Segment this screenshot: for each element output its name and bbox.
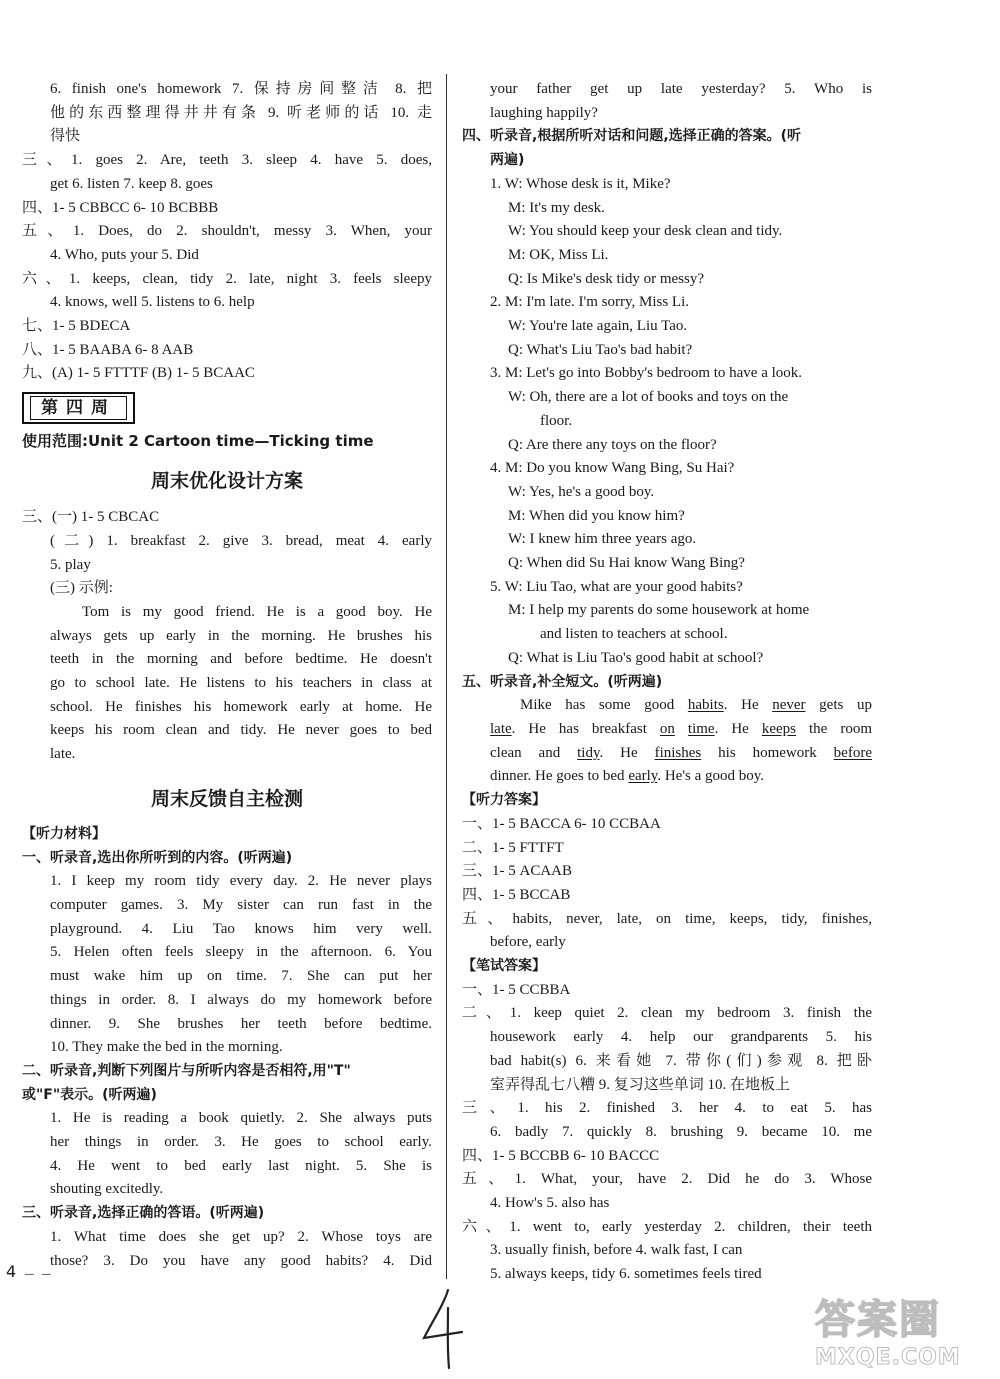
page-number [6,1262,53,1281]
text-line: 1. What time does she get up? 2. Whose toys are [50,1228,432,1245]
answer-line: 六、1. went to, early yesterday 2. children, their teeth [462,1218,872,1235]
text-line: 5. Helen often feels sleepy in the afternoon. 6. You [50,944,432,961]
blank-answer: on [659,720,675,737]
dialog-line: 2. M: I'm late. I'm sorry, Miss Li. [490,294,689,311]
text-line: things in order. 8. I always do my homework before [50,991,432,1008]
answer-line: 四、1- 5 BCCBB 6- 10 BACCC [462,1147,660,1164]
blank-answer: before [833,744,872,761]
text-line: 八、1- 5 BAABA 6- 8 AAB [22,341,194,358]
watermark-logo [815,1288,995,1372]
answer-line: 一、1- 5 BACCA 6- 10 CCBAA [462,815,661,832]
answer-line: 室弄得乱七八糟 9. 复习这些单词 10. 在地板上 [490,1076,791,1093]
week-badge-label: 第四周 [30,396,127,420]
dialog-line: Q: Is Mike's desk tidy or messy? [508,270,705,287]
passage-line [490,742,872,766]
week-badge [22,390,432,426]
text-line: those? 3. Do you have any good habits? 4. Did [50,1252,432,1269]
text-line: laughing happily? [490,104,598,121]
passage-text: Mike has some good [520,697,688,714]
blank-answer: early [628,768,658,785]
essay-line: teeth in the morning and before bedtime. He doesn't [50,651,432,668]
text-line: 九、(A) 1- 5 FTTTF (B) 1- 5 BCAAC [22,365,255,382]
question-title: 一、听录音,选出你所听到的内容。(听两遍) [22,849,293,866]
section-title: 周末优化设计方案 [150,470,303,493]
text-line: 五、1. Does, do 2. shouldn't, messy 3. When, your [22,223,432,240]
passage-text: the room [796,720,872,737]
text-line: must wake him up on time. 7. She can put her [50,968,432,985]
text-line: (二) 1. breakfast 2. give 3. bread, meat 4. early [50,532,432,549]
answer-line: 3. usually finish, before 4. walk fast, I can [490,1242,743,1259]
text-line: 6. finish one's homework 7. 保持房间整洁 8. 把 [50,81,432,97]
text-line: 5. play [50,556,91,573]
question-title: 两遍) [490,152,525,169]
dialog-line: 5. W: Liu Tao, what are your good habits? [490,578,743,595]
right-column [462,78,872,1287]
answer-line: 三、1. his 2. finished 3. her 4. to eat 5. has [462,1100,872,1117]
written-answers-header: 【笔试答案】 [462,958,546,975]
dialog-line: W: You're late again, Liu Tao. [508,318,688,335]
blank-answer: tidy [577,744,600,761]
dialog-line: W: Yes, he's a good boy. [508,483,655,500]
answer-line: 五、1. What, your, have 2. Did he do 3. Whose [462,1171,872,1188]
text-line: playground. 4. Liu Tao knows him very well. [50,920,432,937]
text-line: dinner. 9. She brushes her teeth before bedtime. [50,1015,432,1032]
text-line: 他的东西整理得井井有条 9. 听老师的话 10. 走 [50,104,432,121]
text-line: shouting excitedly. [50,1181,164,1198]
essay-line: always gets up early in the morning. He brushes his [50,627,432,644]
question-title: 三、听录音,选择正确的答语。(听两遍) [22,1205,265,1222]
answer-line: bad habit(s) 6. 来看她 7. 带你(们)参观 8. 把卧 [490,1052,872,1069]
passage-text: . He [723,697,773,714]
answer-line: 一、1- 5 CCBBA [462,981,571,998]
page-number-text: 4 [6,1262,17,1281]
text-line: get 6. listen 7. keep 8. goes [50,175,213,192]
passage-text: . He has breakfast [511,720,660,737]
text-line: 1. I keep my room tidy every day. 2. He never plays [50,873,432,890]
passage-line [490,718,872,742]
question-title: 四、听录音,根据所听对话和问题,选择正确的答案。(听 [462,128,802,145]
text-line: 三、(一) 1- 5 CBCAC [22,509,160,526]
essay-line: keeps his room clean and tidy. He never goes to bed [50,722,432,739]
dialog-line: floor. [540,412,573,429]
passage-text: clean and [490,744,578,761]
dialog-line: W: Oh, there are a lot of books and toys on the [508,389,789,406]
listening-header: 【听力材料】 [22,825,106,842]
text-line: 六、1. keeps, clean, tidy 2. late, night 3. feels sleepy [22,270,432,287]
dialog-line: 1. W: Whose desk is it, Mike? [490,175,671,192]
blank-answer: keeps [761,720,796,737]
essay-line: late. [50,746,76,763]
passage-text: . He [599,744,655,761]
left-column [22,78,432,1273]
answer-line: 4. How's 5. also has [490,1195,610,1212]
listening-answers-header: 【听力答案】 [462,792,546,809]
text-line: (三) 示例: [50,580,113,597]
question-title: 五、听录音,补全短文。(听两遍) [462,673,663,690]
dialog-line: M: OK, Miss Li. [508,246,609,263]
essay-line: Tom is my good friend. He is a good boy. He [82,603,432,620]
dialog-line: W: You should keep your desk clean and tidy. [508,223,783,240]
question-title: 二、听录音,判断下列图片与所听内容是否相符,用"T" [22,1062,351,1079]
watermark-top: 答案圈 [815,1297,941,1343]
answer-line: 6. badly 7. quickly 8. brushing 9. became 10. me [490,1123,872,1140]
blank-answer: late [490,720,512,737]
text-line: 1. He is reading a book quietly. 2. She always puts [50,1110,432,1127]
text-line: 4. He went to bed early last night. 5. She is [50,1157,432,1174]
passage-text: dinner. He goes to bed [490,768,629,785]
passage-text: . He's a good boy. [657,768,765,785]
dialog-line: 4. M: Do you know Wang Bing, Su Hai? [490,460,735,477]
fill-passage [462,694,872,789]
text-line: 4. knows, well 5. listens to 6. help [50,294,255,311]
blank-answer: finishes [654,744,702,761]
passage-line [490,694,872,718]
answer-line: housework early 4. help our grandparents 5. his [490,1029,872,1046]
section-title: 周末反馈自主检测 [150,787,303,810]
text-line: 七、1- 5 BDECA [22,318,131,335]
blank-answer: habits [687,697,724,714]
text-line: 得快 [50,128,81,145]
essay-line: school. He finishes his homework early at home. He [50,698,432,715]
answer-line: 二、1. keep quiet 2. clean my bedroom 3. finish the [462,1005,872,1022]
essay-line: go to school late. He listens to his teachers in class at [50,675,432,692]
dialog-line: 3. M: Let's go into Bobby's bedroom to have a look. [490,365,803,382]
dialog-line: Q: What is Liu Tao's good habit at school? [508,649,764,666]
dialog-line: M: It's my desk. [508,199,605,216]
text-line: 三、1. goes 2. Are, teeth 3. sleep 4. have 5. does, [22,152,432,169]
watermark-bottom: MXQE.COM [815,1345,961,1370]
answer-line: 二、1- 5 FTTFT [462,839,564,856]
answer-line: 5. always keeps, tidy 6. sometimes feels tired [490,1266,762,1283]
text-line: computer games. 3. My sister can run fast in the [50,896,432,913]
handwritten-number [418,1286,466,1372]
column-divider [446,74,447,1279]
answer-line: 五、habits, never, late, on time, keeps, tidy, finishes, [462,910,872,927]
dialog-line: M: I help my parents do some housework at home [508,602,810,619]
answer-line: 四、1- 5 BCCAB [462,886,571,903]
dialog-line: M: When did you know him? [508,507,685,524]
dialog-line: W: I knew him three years ago. [508,531,697,548]
usage-scope: 使用范围:Unit 2 Cartoon time—Ticking time [22,432,374,451]
blank-answer: time [687,720,715,737]
text-line: 四、1- 5 CBBCC 6- 10 BCBBB [22,199,219,216]
blank-answer: never [772,697,806,714]
passage-text: his homework [701,744,834,761]
passage-text: . He [714,720,762,737]
dialog-list [462,173,872,671]
answer-line: before, early [490,934,566,951]
dialog-line: and listen to teachers at school. [540,626,728,643]
dialog-line: Q: Are there any toys on the floor? [508,436,717,453]
dialog-line: Q: What's Liu Tao's bad habit? [508,341,693,358]
text-line: 10. They make the bed in the morning. [50,1039,283,1056]
passage-line [490,765,872,789]
page-number-dash: — — [24,1269,54,1280]
passage-text [675,721,688,737]
text-line: her things in order. 3. He goes to school early. [50,1134,432,1151]
question-title: 或"F"表示。(听两遍) [22,1086,157,1103]
text-line: your father get up late yesterday? 5. Who is [490,81,872,97]
text-line: 4. Who, puts your 5. Did [50,246,199,263]
answer-line: 三、1- 5 ACAAB [462,863,573,880]
passage-text: gets up [805,697,872,714]
dialog-line: Q: When did Su Hai know Wang Bing? [508,555,745,572]
